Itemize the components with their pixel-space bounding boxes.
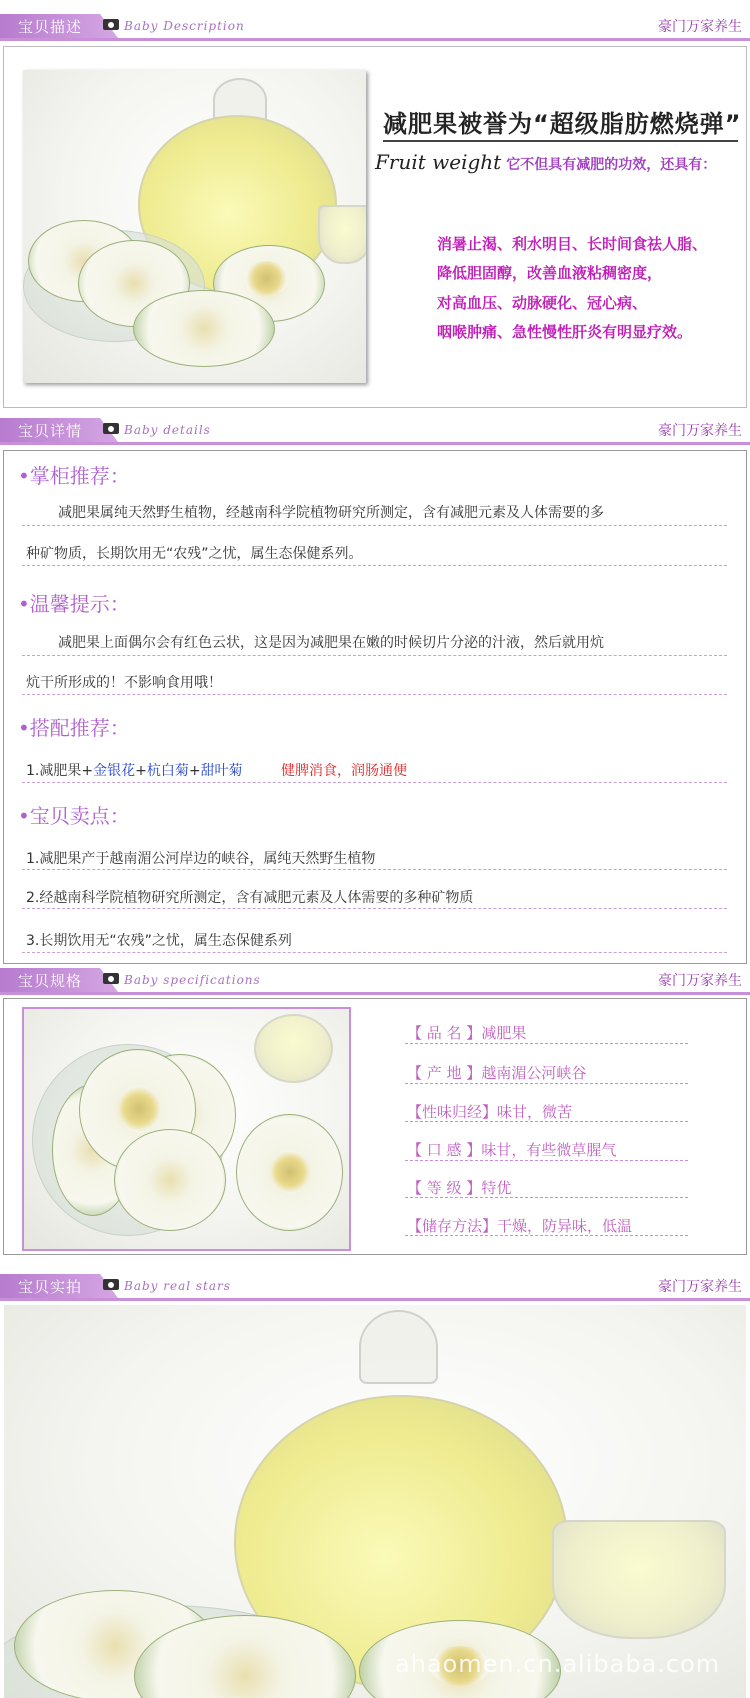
camera-icon [103,1279,119,1290]
divider [22,655,727,656]
subline-en: Fruit weight [375,150,502,174]
tips-title: •温馨提示： [18,592,130,616]
spec-row: 【性味归经】味甘，微苦 [407,1103,573,1121]
recommend-line: 种矿物质，长期饮用无“农残”之忧，属生态保健系列。 [26,546,363,562]
teapot-lid [359,1310,438,1384]
benefit-line: 咽喉肿痛、急性慢性肝炎有明显疗效。 [437,323,693,341]
fruit-core [118,1085,160,1133]
camera-icon [103,973,119,984]
brand-name: 豪门万家养生 [658,19,742,35]
pairing-line: 1.减肥果+金银花+杭白菊+甜叶菊 健脾消食，润肠通便 [26,763,408,779]
selling-point: 1.减肥果产于越南湄公河岸边的峡谷，属纯天然野生植物 [26,851,376,867]
section-subtitle: Baby specifications [124,973,261,987]
divider [22,869,727,870]
section-tab-label: 宝贝详情 [18,422,83,440]
brand-name: 豪门万家养生 [658,1279,742,1295]
pairing-title: •搭配推荐： [18,716,130,740]
recommend-title: •掌柜推荐： [18,464,130,488]
divider [22,694,727,695]
fruit-core [244,261,289,296]
cup [552,1520,726,1639]
section-header-real [0,1270,750,1301]
tips-line: 减肥果上面偶尔会有红色云状，这是因为减肥果在嫩的时候切片分泌的汁液，然后就用炕 [58,635,604,651]
fruit-slice [236,1114,343,1231]
selling-title: •宝贝卖点： [18,804,130,828]
spec-row: 【储存方法】干燥，防异味，低温 [407,1217,633,1235]
divider [22,525,727,526]
brand-name: 豪门万家养生 [658,423,742,439]
selling-point: 2.经越南科学院植物研究所测定，含有减肥元素及人体需要的多种矿物质 [26,890,474,906]
benefit-line: 降低胆固醇，改善血液粘稠密度， [437,264,663,282]
product-photo-slices [22,1007,351,1251]
section-tab-label: 宝贝实拍 [18,1278,83,1296]
section-tab-label: 宝贝规格 [18,972,83,990]
fruit-slice [114,1129,226,1231]
section-subtitle: Baby real stars [124,1279,231,1293]
spec-row: 【 口 感 】味甘，有些微草腥气 [407,1141,617,1159]
watermark: ahaomen.cn.alibaba.com [395,1650,721,1678]
section-header-description [0,10,750,41]
camera-icon [103,19,119,30]
divider [405,1197,688,1198]
divider [405,1160,688,1161]
divider [405,1043,688,1044]
spec-row: 【 产 地 】越南湄公河峡谷 [407,1064,587,1082]
spec-row: 【 等 级 】特优 [407,1179,512,1197]
section-subtitle: Baby details [124,423,211,437]
subline-cn: 它不但具有减肥的功效，还具有： [506,157,717,173]
product-photo-real [4,1305,746,1698]
divider [405,1121,688,1122]
divider [22,565,727,566]
section-subtitle: Baby Description [124,19,245,33]
section-header-specifications [0,964,750,995]
spec-row: 【 品 名 】减肥果 [407,1024,527,1042]
subline [375,150,716,174]
headline: 减肥果被誉为“超级脂肪燃烧弹” [383,110,742,138]
headline-divider [383,140,738,142]
benefit-line: 对高血压、动脉硬化、冠心病、 [437,294,648,312]
section-header-details [0,414,750,445]
divider [405,1083,688,1084]
camera-icon [103,423,119,434]
divider [22,782,727,783]
section-tab-label: 宝贝描述 [18,18,83,36]
brand-name: 豪门万家养生 [658,973,742,989]
selling-point: 3.长期饮用无“农残”之忧，属生态保健系列 [26,933,292,949]
benefit-line: 消暑止渴、利水明目、长时间食祛人脂、 [437,235,708,253]
tips-line: 炕干所形成的！不影响食用哦！ [26,675,222,691]
cup [318,205,366,264]
divider [405,1235,688,1236]
divider [22,908,727,909]
product-photo-teapot [23,70,366,383]
fruit-slice [133,290,275,367]
divider [22,952,727,953]
fruit-core [270,1150,310,1194]
recommend-line: 减肥果属纯天然野生植物，经越南科学院植物研究所测定，含有减肥元素及人体需要的多 [58,505,604,521]
cup [254,1014,333,1083]
